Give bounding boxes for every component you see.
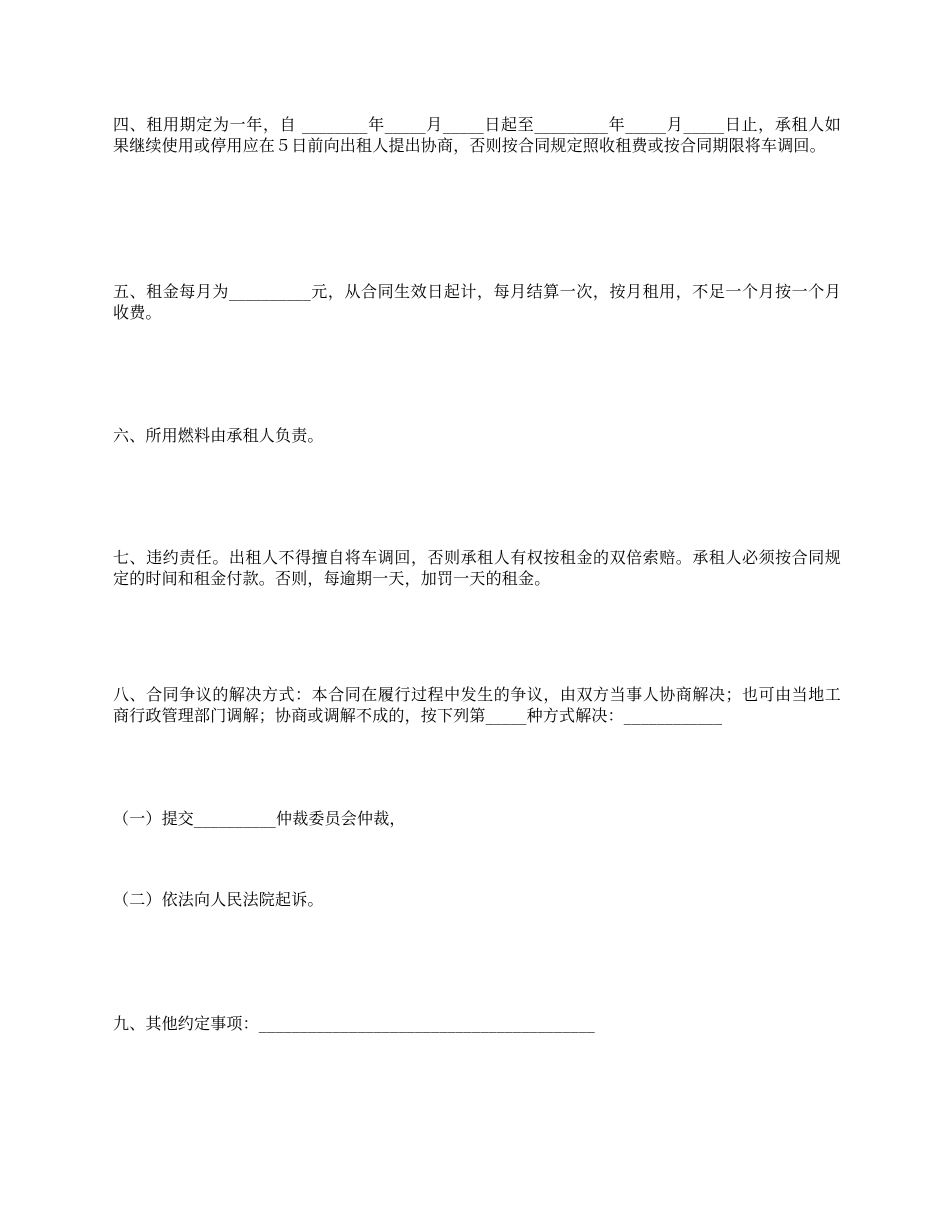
clause-5-rent: 五、租金每月为__________元，从合同生效日起计，每月结算一次，按月租用，不足一个月按一个月收费。 xyxy=(113,282,841,322)
clause-8-option-court: （二）依法向人民法院起诉。 xyxy=(113,890,324,909)
clause-8-dispute-resolution: 八、合同争议的解决方式：本合同在履行过程中发生的争议，由双方当事人协商解决；也可由当地工商行政管理部门调解；协商或调解不成的，按下列第_____种方式解决：____________ xyxy=(113,685,841,725)
clause-8-option-arbitration: （一）提交__________仲裁委员会仲裁， xyxy=(113,809,406,828)
clause-6-fuel: 六、所用燃料由承租人负责。 xyxy=(113,426,324,445)
clause-7-liability: 七、违约责任。出租人不得擅自将车调回，否则承租人有权按租金的双倍索赔。承租人必须按合同规定的时间和租金付款。否则，每逾期一天，加罚一天的租金。 xyxy=(113,548,841,588)
clause-9-other-terms: 九、其他约定事项：_________________________________________ xyxy=(113,1014,596,1033)
clause-4-lease-term: 四、租用期定为一年，自 ________年_____月_____日起至_________年_____月_____日止，承租人如果继续使用或停用应在５日前向出租人提出协商，否则按合同规定照收租费或按合同期限将车调回。 xyxy=(113,115,841,155)
